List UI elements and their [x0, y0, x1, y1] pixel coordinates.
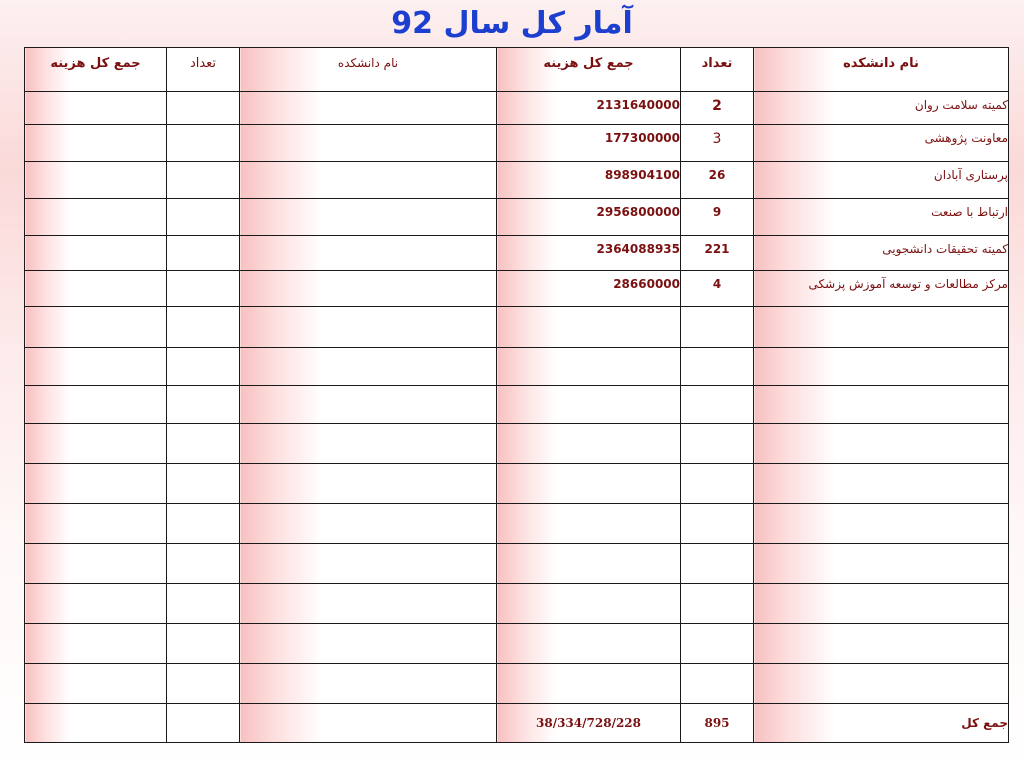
count-cell: 4 [681, 271, 754, 307]
header-right-count: تعداد [681, 48, 754, 92]
header-left-count: تعداد [167, 48, 240, 92]
empty-cell [25, 236, 167, 271]
empty-cell [167, 199, 240, 236]
cost-cell: 898904100 [497, 162, 681, 199]
empty-row [25, 624, 1009, 664]
empty-cell [25, 704, 167, 743]
count-cell: 2 [681, 92, 754, 125]
faculty-name-cell: کمیته سلامت روان [754, 92, 1009, 125]
faculty-name-cell: ارتباط با صنعت [754, 199, 1009, 236]
empty-cell [25, 199, 167, 236]
empty-row [25, 504, 1009, 544]
empty-cell [167, 125, 240, 162]
empty-row [25, 544, 1009, 584]
empty-cell [240, 92, 497, 125]
empty-cell [25, 162, 167, 199]
empty-cell [167, 162, 240, 199]
cost-cell: 28660000 [497, 271, 681, 307]
total-count-cell: 895 [681, 704, 754, 743]
faculty-name-cell: مرکز مطالعات و توسعه آموزش پزشکی [754, 271, 1009, 307]
table-row [25, 125, 1009, 162]
table-row [25, 271, 1009, 307]
header-left-name: نام دانشکده [240, 48, 497, 92]
empty-cell [167, 271, 240, 307]
empty-cell [25, 125, 167, 162]
count-cell: 9 [681, 199, 754, 236]
empty-cell [167, 704, 240, 743]
cost-cell: 2956800000 [497, 199, 681, 236]
table-row [25, 162, 1009, 199]
empty-row [25, 664, 1009, 704]
count-cell: 3 [681, 125, 754, 162]
table-row [25, 92, 1009, 125]
empty-cell [240, 271, 497, 307]
page-title: آمار کل سال 92 [391, 6, 633, 41]
header-right-name: نام دانشکده [754, 48, 1009, 92]
header-right-cost: جمع کل هزینه [497, 48, 681, 92]
header-row [25, 48, 1009, 92]
empty-cell [25, 92, 167, 125]
total-cost-cell: 38/334/728/228 [497, 704, 681, 743]
cost-cell: 2364088935 [497, 236, 681, 271]
empty-cell [240, 704, 497, 743]
faculty-name-cell: معاونت پژوهشی [754, 125, 1009, 162]
total-label-cell: جمع کل [754, 704, 1009, 743]
empty-row [25, 348, 1009, 386]
table-row [25, 199, 1009, 236]
empty-row [25, 584, 1009, 624]
empty-cell [240, 236, 497, 271]
faculty-name-cell: پرستاری آبادان [754, 162, 1009, 199]
cost-cell: 177300000 [497, 125, 681, 162]
empty-cell [167, 236, 240, 271]
empty-row [25, 464, 1009, 504]
cost-cell: 2131640000 [497, 92, 681, 125]
empty-cell [240, 162, 497, 199]
header-left-cost: جمع کل هزینه [25, 48, 167, 92]
count-cell: 26 [681, 162, 754, 199]
empty-row [25, 386, 1009, 424]
count-cell: 221 [681, 236, 754, 271]
empty-cell [25, 271, 167, 307]
totals-row [25, 704, 1009, 743]
statistics-table [24, 47, 1009, 743]
empty-cell [240, 199, 497, 236]
empty-cell [167, 92, 240, 125]
empty-cell [240, 125, 497, 162]
empty-row [25, 307, 1009, 348]
faculty-name-cell: کمیته تحقیقات دانشجویی [754, 236, 1009, 271]
table-row [25, 236, 1009, 271]
empty-row [25, 424, 1009, 464]
